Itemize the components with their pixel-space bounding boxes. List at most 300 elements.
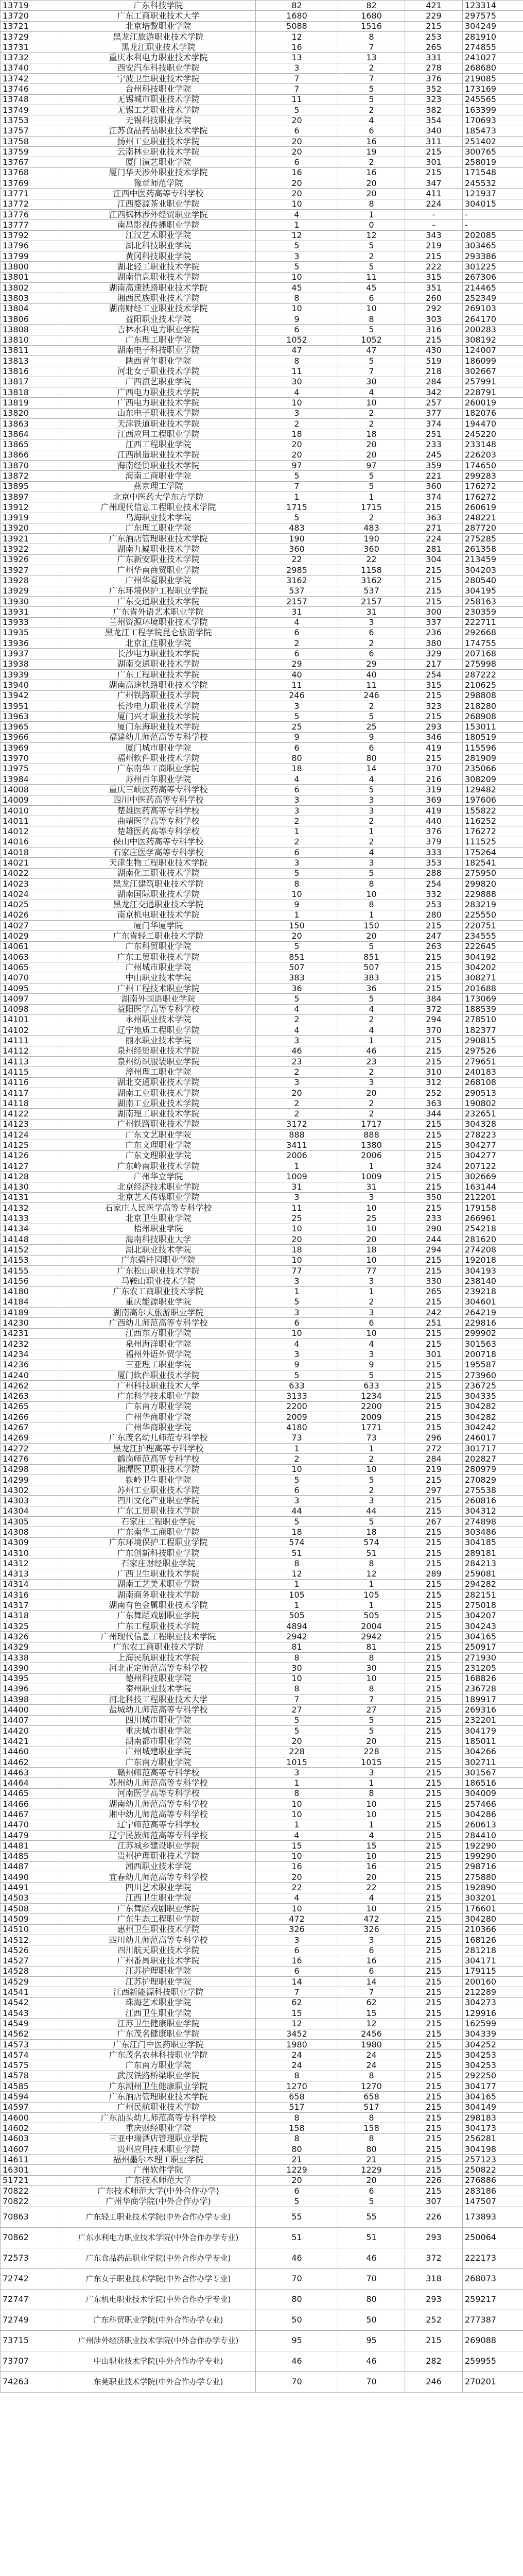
plan-count-cell: 5 — [256, 1475, 338, 1485]
admitted-count-cell: 27 — [338, 1705, 405, 1715]
min-score-cell: 343 — [405, 230, 463, 241]
school-name-cell: 江西应用工程职业学院 — [61, 429, 256, 439]
admitted-count-cell: 81 — [338, 1642, 405, 1652]
school-name-cell: 广东工程职业技术学院 — [61, 1621, 256, 1632]
min-rank-cell: 279651 — [463, 1056, 523, 1066]
min-score-cell: 337 — [405, 617, 463, 628]
min-score-cell: 215 — [405, 1736, 463, 1747]
admitted-count-cell: 10 — [338, 1799, 405, 1809]
school-name-cell: 广州现代信息工程职业技术学院 — [61, 1632, 256, 1642]
table-row — [1, 2268, 523, 2289]
school-code-cell: 14231 — [1, 1328, 61, 1338]
min-rank-cell: 299283 — [463, 471, 523, 481]
min-rank-cell: 192890 — [463, 1883, 523, 1893]
school-code-cell: 14390 — [1, 1663, 61, 1673]
school-name-cell: 南昌影视传播职业学院 — [61, 220, 256, 230]
min-rank-cell: 173169 — [463, 84, 523, 94]
table-row — [1, 1872, 523, 1883]
school-name-cell: 重庆财经职业学院 — [61, 2123, 256, 2133]
admitted-count-cell: 5 — [338, 262, 405, 272]
table-row — [1, 1851, 523, 1861]
school-name-cell: 广东文艺职业学院 — [61, 1130, 256, 1140]
plan-count-cell: 505 — [256, 1611, 338, 1621]
min-rank-cell: 304282 — [463, 1412, 523, 1422]
school-name-cell: 湖南国际职业技术学院 — [61, 889, 256, 900]
plan-count-cell: 150 — [256, 921, 338, 931]
school-name-cell: 四川艺术职业学院 — [61, 1883, 256, 1893]
admitted-count-cell: 11 — [338, 680, 405, 690]
admitted-count-cell: 8 — [338, 1788, 405, 1799]
min-rank-cell: 231205 — [463, 1663, 523, 1673]
min-rank-cell: 226203 — [463, 450, 523, 460]
admitted-count-cell: 6 — [338, 628, 405, 638]
min-score-cell: 215 — [405, 1150, 463, 1161]
min-rank-cell: 304179 — [463, 1725, 523, 1736]
min-score-cell: 215 — [405, 251, 463, 262]
school-name-cell: 云南林业职业技术学院 — [61, 147, 256, 157]
table-row — [1, 1088, 523, 1098]
admitted-count-cell: 1 — [338, 492, 405, 502]
table-row — [1, 199, 523, 209]
table-row — [1, 1443, 523, 1453]
table-row — [1, 2029, 523, 2039]
plan-count-cell: 9 — [256, 900, 338, 910]
min-rank-cell: 302667 — [463, 366, 523, 377]
school-name-cell: 湖南工业职业技术学院 — [61, 1088, 256, 1098]
school-code-cell: 13936 — [1, 638, 61, 649]
plan-count-cell: 10 — [256, 1255, 338, 1265]
min-rank-cell: 302669 — [463, 1172, 523, 1182]
admitted-count-cell: 20 — [338, 178, 405, 189]
school-code-cell: 14314 — [1, 1579, 61, 1589]
school-name-cell: 无锡工艺职业技术学院 — [61, 105, 256, 115]
school-name-cell: 泉州海洋职业学院 — [61, 1339, 256, 1349]
school-code-cell: 14603 — [1, 2133, 61, 2144]
min-rank-cell: 303201 — [463, 1893, 523, 1903]
school-name-cell: 广州工程技术职业学院 — [61, 983, 256, 993]
school-name-cell: 苏州工业职业技术学院 — [61, 1485, 256, 1496]
school-code-cell: 13759 — [1, 147, 61, 157]
school-name-cell: 北京卫生职业学院 — [61, 1213, 256, 1224]
min-rank-cell: 182076 — [463, 408, 523, 418]
school-name-cell: 河北正定师范高等专科学校 — [61, 1663, 256, 1673]
school-name-cell: 福州外语外贸学院 — [61, 1349, 256, 1360]
min-score-cell: 215 — [405, 2330, 463, 2351]
school-code-cell: 13897 — [1, 492, 61, 502]
admitted-count-cell: 517 — [338, 2102, 405, 2112]
min-rank-cell: 171548 — [463, 167, 523, 178]
admitted-count-cell: 2004 — [338, 1621, 405, 1632]
admitted-count-cell: 30 — [338, 1663, 405, 1673]
school-code-cell: 13984 — [1, 774, 61, 784]
table-row — [1, 994, 523, 1004]
school-name-cell: 台州科技职业学院 — [61, 84, 256, 94]
plan-count-cell: 23 — [256, 1056, 338, 1066]
school-code-cell: 14026 — [1, 910, 61, 920]
school-code-cell: 13776 — [1, 209, 61, 219]
table-row — [1, 2248, 523, 2268]
plan-count-cell: 36 — [256, 983, 338, 993]
admitted-count-cell: 16 — [338, 1861, 405, 1872]
min-rank-cell: 270829 — [463, 1475, 523, 1485]
table-row — [1, 607, 523, 617]
school-name-cell: 益阳医学高等专科学校 — [61, 1004, 256, 1014]
table-row — [1, 680, 523, 690]
plan-count-cell: 25 — [256, 722, 338, 732]
table-row — [1, 2186, 523, 2196]
school-name-cell: 河北科技工程职业技术大学 — [61, 1694, 256, 1705]
admitted-count-cell: 20 — [338, 439, 405, 450]
min-rank-cell: 185473 — [463, 126, 523, 136]
min-score-cell: 215 — [405, 1694, 463, 1705]
min-score-cell: 215 — [405, 1130, 463, 1140]
school-code-cell: 14115 — [1, 1067, 61, 1077]
min-score-cell: 300 — [405, 607, 463, 617]
table-row — [1, 1861, 523, 1872]
admitted-count-cell: 5 — [338, 356, 405, 366]
school-code-cell: 13746 — [1, 84, 61, 94]
plan-count-cell: 62 — [256, 1997, 338, 2008]
min-rank-cell: 214465 — [463, 283, 523, 293]
plan-count-cell: 326 — [256, 1924, 338, 1935]
plan-count-cell: 5 — [256, 105, 338, 115]
min-score-cell: 333 — [405, 848, 463, 858]
school-code-cell: 13940 — [1, 680, 61, 690]
admitted-count-cell: 5 — [338, 481, 405, 492]
school-code-cell: 13732 — [1, 53, 61, 63]
table-row — [1, 1966, 523, 1976]
min-rank-cell: 301717 — [463, 1443, 523, 1453]
school-name-cell: 德州科技职业学院 — [61, 1673, 256, 1684]
min-rank-cell: 220751 — [463, 921, 523, 931]
admitted-count-cell: 2 — [338, 837, 405, 847]
school-code-cell: 13865 — [1, 439, 61, 450]
school-name-cell: 重庆三峡医药高等专科学校 — [61, 785, 256, 795]
school-code-cell: 14594 — [1, 2092, 61, 2102]
min-score-cell: 215 — [405, 1997, 463, 2008]
min-score-cell: 293 — [405, 722, 463, 732]
admitted-count-cell: 10 — [338, 1673, 405, 1684]
school-name-cell: 江西卫生职业学院 — [61, 1893, 256, 1903]
school-name-cell: 黑龙江护理高等专科学校 — [61, 1443, 256, 1453]
admitted-count-cell: 10 — [338, 889, 405, 900]
min-rank-cell: 304282 — [463, 1401, 523, 1412]
school-name-cell: 扬州工业职业技术学院 — [61, 136, 256, 146]
school-code-cell: 13810 — [1, 335, 61, 345]
admitted-count-cell: 5 — [338, 325, 405, 335]
min-rank-cell: 287720 — [463, 523, 523, 533]
min-score-cell: 252 — [405, 1088, 463, 1098]
school-code-cell: 14528 — [1, 1966, 61, 1976]
table-row — [1, 1475, 523, 1485]
min-rank-cell: 170693 — [463, 115, 523, 126]
min-rank-cell: 179115 — [463, 1966, 523, 1976]
table-row — [1, 1506, 523, 1516]
admitted-count-cell: 6 — [338, 1318, 405, 1328]
admitted-count-cell: 105 — [338, 1590, 405, 1600]
school-code-cell: 13801 — [1, 272, 61, 282]
school-code-cell: 13935 — [1, 628, 61, 638]
table-row — [1, 471, 523, 481]
min-rank-cell: 283186 — [463, 2186, 523, 2196]
school-name-cell: 广东科贸职业学院(中外合作办学专业) — [61, 2310, 256, 2330]
min-rank-cell: 254218 — [463, 1224, 523, 1234]
plan-count-cell: 55 — [256, 2207, 338, 2227]
min-rank-cell: 269316 — [463, 1705, 523, 1715]
school-name-cell: 湖南财经工业职业技术学院 — [61, 303, 256, 314]
school-name-cell: 广东南方职业学院 — [61, 1757, 256, 1767]
min-score-cell: 257 — [405, 398, 463, 408]
school-name-cell: 广东农工商职业技术学院 — [61, 1642, 256, 1652]
admitted-count-cell: 6 — [338, 743, 405, 753]
school-code-cell: 14009 — [1, 795, 61, 805]
plan-count-cell: 1 — [256, 1286, 338, 1297]
school-code-cell: 14156 — [1, 1276, 61, 1286]
table-row — [1, 878, 523, 889]
min-rank-cell: 240183 — [463, 1067, 523, 1077]
min-score-cell: 215 — [405, 962, 463, 973]
plan-count-cell: 40 — [256, 670, 338, 680]
min-rank-cell: 176272 — [463, 826, 523, 837]
school-name-cell: 广东江门中医药职业学院 — [61, 2039, 256, 2049]
school-code-cell: 13921 — [1, 534, 61, 544]
admitted-count-cell: 62 — [338, 1997, 405, 2008]
plan-count-cell: 13 — [256, 53, 338, 63]
admitted-count-cell: 20 — [338, 1234, 405, 1245]
table-row — [1, 1558, 523, 1569]
plan-count-cell: 4 — [256, 617, 338, 628]
admitted-count-cell: 80 — [338, 2144, 405, 2154]
min-rank-cell: 182377 — [463, 1025, 523, 1036]
plan-count-cell: 20 — [256, 147, 338, 157]
plan-count-cell: 8 — [256, 1558, 338, 1569]
plan-count-cell: 4 — [256, 1339, 338, 1349]
min-rank-cell: 260613 — [463, 1820, 523, 1830]
school-code-cell: 14240 — [1, 1370, 61, 1380]
min-rank-cell: 176601 — [463, 1904, 523, 1914]
min-rank-cell: 260019 — [463, 398, 523, 408]
plan-count-cell: 5 — [256, 1297, 338, 1307]
admitted-count-cell: 507 — [338, 962, 405, 973]
plan-count-cell: 4 — [256, 387, 338, 397]
table-row — [1, 2289, 523, 2310]
table-row — [1, 1725, 523, 1736]
admitted-count-cell: 3 — [338, 795, 405, 805]
min-rank-cell: 301563 — [463, 1339, 523, 1349]
admitted-count-cell: 3 — [338, 1308, 405, 1318]
min-rank-cell: 123314 — [463, 1, 523, 11]
min-rank-cell: 174650 — [463, 461, 523, 471]
school-name-cell: 贵州护理职业技术学院 — [61, 1851, 256, 1861]
admitted-count-cell: 5 — [338, 471, 405, 481]
plan-count-cell: 15 — [256, 1841, 338, 1851]
table-row — [1, 1548, 523, 1558]
admitted-count-cell: 1 — [338, 1286, 405, 1297]
min-rank-cell: 207168 — [463, 649, 523, 659]
table-row — [1, 638, 523, 649]
min-rank-cell: 268680 — [463, 63, 523, 73]
school-name-cell: 广东食品药品职业学院(中外合作办学专业) — [61, 2248, 256, 2268]
table-row — [1, 63, 523, 73]
school-name-cell: 楚雄医药高等专科学校 — [61, 826, 256, 837]
min-score-cell: 369 — [405, 795, 463, 805]
min-score-cell: 342 — [405, 387, 463, 397]
school-code-cell: 13872 — [1, 471, 61, 481]
plan-count-cell: 14 — [256, 1977, 338, 1987]
min-score-cell: 215 — [405, 147, 463, 157]
school-name-cell: 马鞍山职业技术学院 — [61, 1276, 256, 1286]
school-code-cell: 14466 — [1, 1799, 61, 1809]
school-code-cell: 14396 — [1, 1684, 61, 1694]
school-name-cell: 湖北职业技术学院 — [61, 1245, 256, 1255]
plan-count-cell: 82 — [256, 1, 338, 11]
min-rank-cell: 304273 — [463, 1997, 523, 2008]
table-row — [1, 74, 523, 84]
min-rank-cell: 275998 — [463, 659, 523, 669]
admitted-count-cell: 1680 — [338, 11, 405, 21]
table-row — [1, 2133, 523, 2144]
min-score-cell: 215 — [405, 1381, 463, 1391]
admitted-count-cell: 1 — [338, 1036, 405, 1046]
min-score-cell: 215 — [405, 1621, 463, 1632]
table-row — [1, 1611, 523, 1621]
admitted-count-cell: 2 — [338, 1098, 405, 1109]
school-code-cell: 13951 — [1, 701, 61, 711]
plan-count-cell: 5088 — [256, 21, 338, 31]
admitted-count-cell: 25 — [338, 1213, 405, 1224]
plan-count-cell: 2985 — [256, 565, 338, 575]
school-name-cell: 保山中医药高等专科学校 — [61, 837, 256, 847]
plan-count-cell: 8 — [256, 878, 338, 889]
min-rank-cell: 304149 — [463, 2102, 523, 2112]
admitted-count-cell: 1 — [338, 1579, 405, 1589]
school-code-cell: 13748 — [1, 94, 61, 105]
plan-count-cell: 8 — [256, 2071, 338, 2081]
table-row — [1, 1569, 523, 1579]
min-rank-cell: 129482 — [463, 785, 523, 795]
table-row — [1, 2112, 523, 2123]
school-code-cell: 14027 — [1, 921, 61, 931]
school-name-cell: 黑龙江建筑职业技术学院 — [61, 878, 256, 889]
school-code-cell: 14318 — [1, 1611, 61, 1621]
min-score-cell: 215 — [405, 335, 463, 345]
min-rank-cell: 259217 — [463, 2289, 523, 2310]
plan-count-cell: 95 — [256, 2330, 338, 2351]
min-rank-cell: 199290 — [463, 1851, 523, 1861]
school-code-cell: 14512 — [1, 1935, 61, 1945]
admitted-count-cell: 4 — [338, 115, 405, 126]
table-row — [1, 1014, 523, 1025]
school-name-cell: 泉州经贸职业技术学院 — [61, 1046, 256, 1056]
min-score-cell: 215 — [405, 1600, 463, 1611]
min-rank-cell: 304015 — [463, 199, 523, 209]
admitted-count-cell: 6 — [338, 293, 405, 303]
table-row — [1, 2081, 523, 2092]
min-score-cell: 215 — [405, 1360, 463, 1370]
min-rank-cell: 182541 — [463, 858, 523, 868]
plan-count-cell: 4 — [256, 1025, 338, 1036]
admitted-count-cell: 29 — [338, 659, 405, 669]
min-score-cell: 215 — [405, 2029, 463, 2039]
min-score-cell: 215 — [405, 1172, 463, 1182]
school-name-cell: 广州铁路职业技术学院 — [61, 690, 256, 701]
school-name-cell: 广州华立学院 — [61, 1172, 256, 1182]
admitted-count-cell: 7 — [338, 42, 405, 53]
school-code-cell: 14126 — [1, 1150, 61, 1161]
table-row — [1, 2227, 523, 2248]
plan-count-cell: 10 — [256, 1224, 338, 1234]
min-rank-cell: 304009 — [463, 1788, 523, 1799]
school-name-cell: 湘西民族职业技术学院 — [61, 293, 256, 303]
school-name-cell: 厦门兴才职业技术学院 — [61, 711, 256, 722]
admitted-count-cell: 150 — [338, 921, 405, 931]
min-score-cell: 217 — [405, 659, 463, 669]
school-name-cell: 厦门华厦学院 — [61, 921, 256, 931]
table-row — [1, 1255, 523, 1265]
admitted-count-cell: 1 — [338, 209, 405, 219]
plan-count-cell: 517 — [256, 2102, 338, 2112]
table-row — [1, 826, 523, 837]
admitted-count-cell: 2 — [338, 418, 405, 429]
plan-count-cell: 8 — [256, 1652, 338, 1663]
table-row — [1, 325, 523, 335]
plan-count-cell: 10 — [256, 1851, 338, 1861]
admitted-count-cell: 20 — [338, 189, 405, 199]
school-code-cell: 13742 — [1, 74, 61, 84]
school-code-cell: 14407 — [1, 1715, 61, 1725]
school-name-cell: 辽宁师范高等专科学校 — [61, 1820, 256, 1830]
table-row — [1, 1401, 523, 1412]
min-rank-cell: 257991 — [463, 377, 523, 387]
min-score-cell: 215 — [405, 586, 463, 596]
school-name-cell: 广西电力职业技术学院 — [61, 387, 256, 397]
table-row — [1, 774, 523, 784]
table-row — [1, 2008, 523, 2019]
school-code-cell: 13799 — [1, 251, 61, 262]
plan-count-cell: 6 — [256, 1945, 338, 1956]
school-code-cell: 14479 — [1, 1830, 61, 1840]
admitted-count-cell: 20 — [338, 1736, 405, 1747]
plan-count-cell: 10 — [256, 398, 338, 408]
min-score-cell: 370 — [405, 1025, 463, 1036]
min-rank-cell: 269103 — [463, 303, 523, 314]
school-code-cell: 14463 — [1, 1768, 61, 1778]
plan-count-cell: 12 — [256, 2019, 338, 2029]
plan-count-cell: 6 — [256, 157, 338, 167]
school-code-cell: 14153 — [1, 1255, 61, 1265]
table-row — [1, 690, 523, 701]
min-score-cell: 215 — [405, 952, 463, 962]
table-row — [1, 1, 523, 11]
plan-count-cell: 5 — [256, 1715, 338, 1725]
admitted-count-cell: 10 — [338, 1464, 405, 1475]
min-rank-cell: 268073 — [463, 2268, 523, 2289]
table-row — [1, 1590, 523, 1600]
plan-count-cell: 16 — [256, 167, 338, 178]
table-row — [1, 377, 523, 387]
table-row — [1, 2102, 523, 2112]
table-body — [1, 1, 523, 2393]
plan-count-cell: 8 — [256, 1684, 338, 1694]
school-name-cell: 广东理工职业学院 — [61, 335, 256, 345]
school-name-cell: 重庆城市职业学院 — [61, 1725, 256, 1736]
admitted-count-cell: 3 — [338, 1935, 405, 1945]
school-code-cell: 14316 — [1, 1590, 61, 1600]
plan-count-cell: 73 — [256, 1433, 338, 1443]
table-row — [1, 2155, 523, 2165]
table-row — [1, 2144, 523, 2154]
admitted-count-cell: 8 — [338, 2071, 405, 2081]
